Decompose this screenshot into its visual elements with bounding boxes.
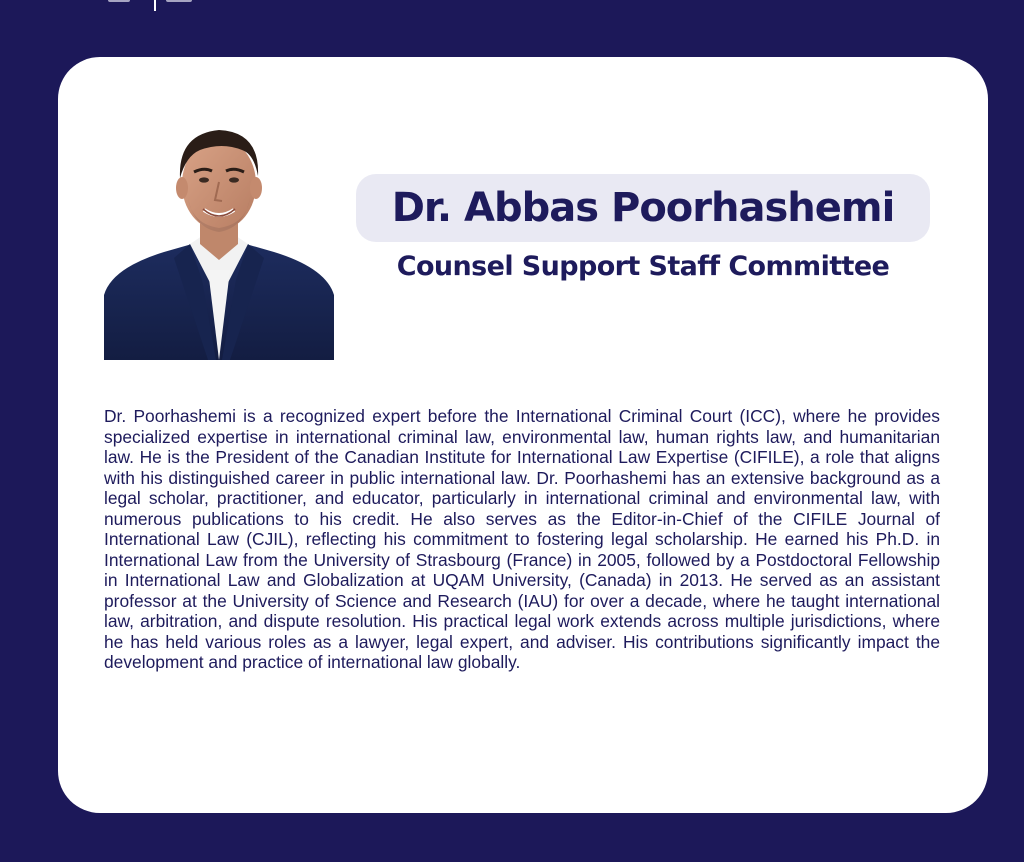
profile-card xyxy=(58,57,988,813)
profile-bio: Dr. Poorhashemi is a recognized expert before the International Criminal Court (ICC), where he provides specialized expertise in international criminal law, environmental law, human rights law, and humanitarian law. He is the President of the Canadian Institute for International Law Expertise (CIFILE), a role that aligns with his distinguished career in public international law. Dr. Poorhashemi has an extensive background as a legal scholar, practitioner, and educator, particularly in international criminal and environmental law, with numerous publications to his credit. He also serves as the Editor-in-Chief of the CIFILE Journal of International Law (CJIL), reflecting his commitment to fostering legal scholarship. He earned his Ph.D. in International Law from the University of Strasbourg (France) in 2005, followed by a Postdoctoral Fellowship in International Law and Globalization at UQAM University, (Canada) in 2013. He served as an assistant professor at the University of Science and Research (IAU) for over a decade, where he taught international law, arbitration, and dispute resolution. His practical legal work extends across multiple jurisdictions, where he has held various roles as a lawyer, legal expert, and adviser. His contributions significantly impact the development and practice of international law globally. xyxy=(104,406,940,672)
header-logo-fragment xyxy=(108,0,208,12)
logo-text-left xyxy=(108,0,130,2)
profile-name: Dr. Abbas Poorhashemi xyxy=(391,185,895,231)
portrait-photo-icon xyxy=(104,120,334,360)
logo-divider xyxy=(154,0,156,11)
logo-text-right xyxy=(166,0,192,2)
name-pill xyxy=(356,174,930,242)
profile-role: Counsel Support Staff Committee xyxy=(396,251,890,282)
